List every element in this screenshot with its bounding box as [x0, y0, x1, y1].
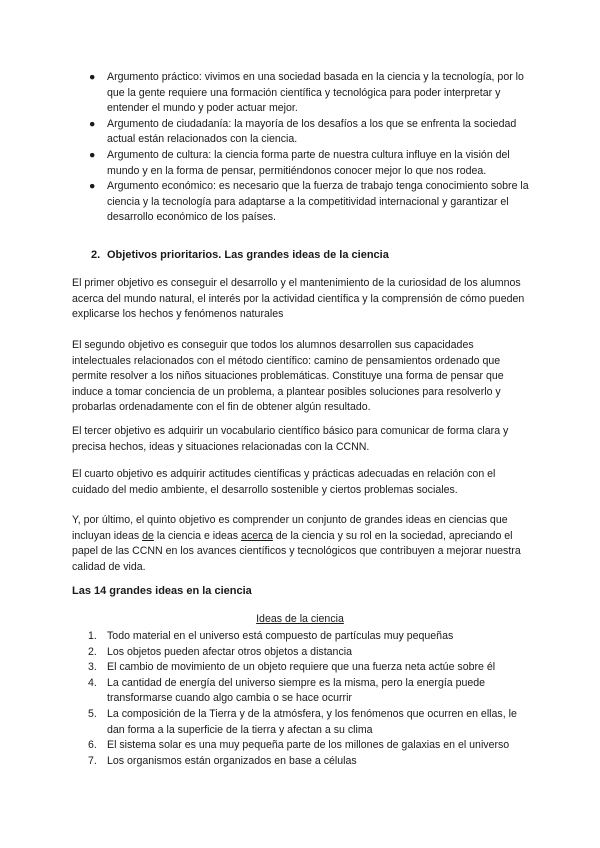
paragraph-objective-1: El primer objetivo es conseguir el desarrollo y el mantenimiento de la curiosidad de los alumnos acerca del mundo natural, el interés por la actividad científica y la comprensión de cómo pueden explicarse los hechos y fenómenos naturales	[72, 277, 525, 321]
paragraph-objective-3: El tercer objetivo es adquirir un vocabulario científico básico para comunicar de forma clara y precisa hechos, ideas y situaciones relacionadas con la CCNN.	[72, 425, 509, 453]
list-item: 3. El cambio de movimiento de un objeto requiere que una fuerza neta actúe sobre él	[88, 661, 496, 674]
list-item: 2. Los objetos pueden afectar otros objetos a distancia	[88, 645, 352, 658]
ideas-title: Ideas de la ciencia	[256, 613, 344, 625]
list-item: ● Argumento de ciudadanía: la mayoría de los desafíos a los que se enfrenta la sociedad actual están relacionados con la ciencia.	[89, 117, 517, 146]
ideas-list	[88, 629, 531, 769]
section-title: Objetivos prioritarios. Las grandes ideas de la ciencia	[107, 249, 389, 261]
bullet-icon: ●	[89, 71, 96, 83]
list-item: ● Argumento de cultura: la ciencia forma parte de nuestra cultura influye en la visión del mundo y en la forma de pensar, permitiéndonos conocer mejor lo que nos rodea.	[89, 148, 510, 177]
paragraph-objective-2: El segundo objetivo es conseguir que todos los alumnos desarrollen sus capacidades intelectuales relacionados con el método científico: camino de pensamientos ordenado que permite resolver a los niños situaciones problemáticas. Constituye una forma de pensar que induce a tomar conciencia de un problema, a plantear posibles soluciones para resolverlo y probarlas ordenadamente con el fin de obtener algún resultado.	[72, 339, 504, 414]
bullet-icon: ●	[89, 180, 96, 193]
arguments-list	[91, 70, 531, 226]
list-item: ● Argumento económico: es necesario que la fuerza de trabajo tenga conocimiento sobre la ciencia y la tecnología para adaptarse a la competitividad internacional y garantizar el desarrollo económico de los países.	[89, 180, 529, 224]
list-item: ● Argumento práctico: vivimos en una sociedad basada en la ciencia y la tecnología, por lo que la gente requiere una formación científica y tecnológica para poder interpretar y entender el mundo y poder actuar mejor.	[89, 71, 524, 115]
list-item: 5. La composición de la Tierra y de la atmósfera, y los fenómenos que ocurren en ellas, le dan forma a la superficie de la tierra y afectan a su clima	[88, 707, 517, 736]
bullet-icon: ●	[89, 148, 96, 161]
list-item: 1. Todo material en el universo está compuesto de partículas muy pequeñas	[88, 630, 454, 642]
section-heading	[91, 249, 389, 261]
subheading: Las 14 grandes ideas en la ciencia	[72, 585, 252, 597]
bullet-icon: ●	[89, 117, 96, 130]
paragraph-objective-4: El cuarto objetivo es adquirir actitudes científicas y prácticas adecuadas en relación con el cuidado del medio ambiente, el desarrollo sostenible y ciertos problemas sociales.	[72, 468, 496, 496]
list-item: 7. Los organismos están organizados en base a células	[88, 754, 357, 767]
section-number: 2.	[91, 249, 101, 261]
paragraph-objective-5: Y, por último, el quinto objetivo es comprender un conjunto de grandes ideas en ciencias que incluyan ideas de la ciencia e ideas acerca de la ciencia y su rol en la sociedad, apreciando el papel de las CCNN en los avances científicos y tecnológicos que contribuyen a mejorar nuestra calidad de vida.	[72, 514, 521, 573]
list-item: 6. El sistema solar es una muy pequeña parte de los millones de galaxias en el universo	[88, 739, 510, 752]
list-item: 4. La cantidad de energía del universo siempre es la misma, pero la energía puede transformarse cuando algo cambia o se hace ocurrir	[88, 676, 486, 705]
